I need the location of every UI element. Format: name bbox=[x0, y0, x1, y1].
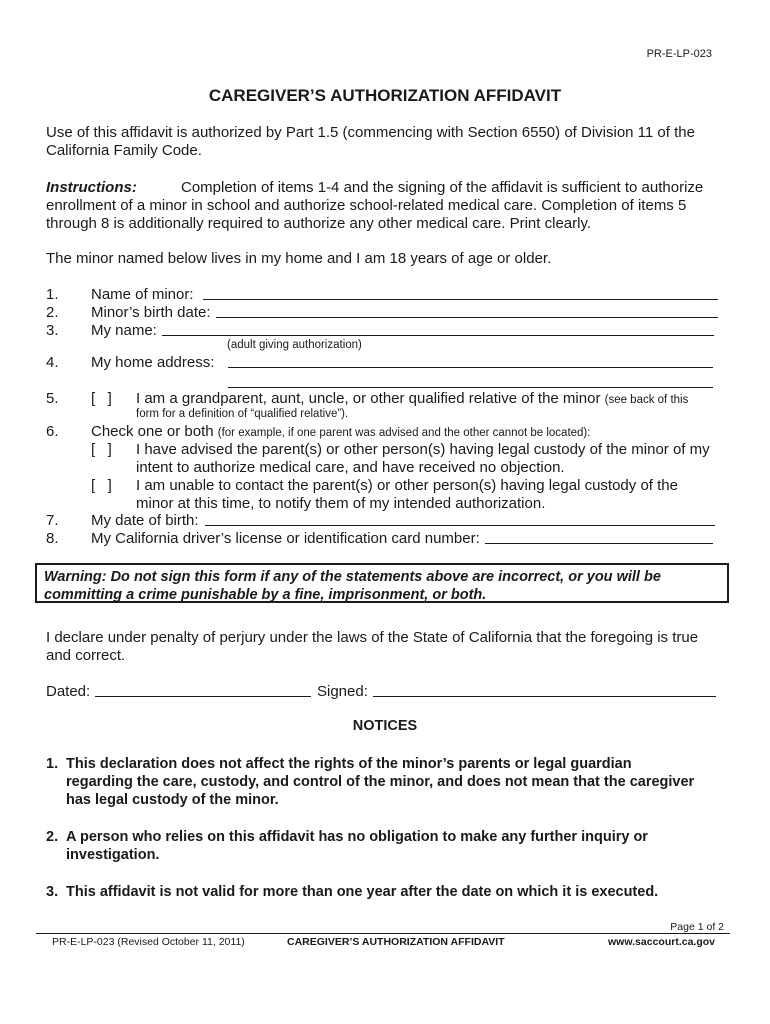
notices-heading: NOTICES bbox=[352, 718, 418, 734]
warning-line-2: committing a crime punishable by a fine, imprisonment, or both. bbox=[44, 587, 487, 603]
item-6b-line-1: I am unable to contact the parent(s) or other person(s) having legal custody of the bbox=[136, 477, 678, 494]
license-number-field[interactable] bbox=[485, 529, 713, 544]
form-id: PR-E-LP-023 bbox=[646, 48, 712, 60]
dated-label: Dated: bbox=[46, 683, 91, 700]
item-4-label: My home address: bbox=[91, 354, 215, 371]
minor-birth-date-field[interactable] bbox=[216, 303, 718, 318]
item-6-label: Check one or both (for example, if one parent was advised and the other cannot be located): bbox=[91, 423, 591, 440]
dated-field[interactable] bbox=[95, 682, 311, 697]
item-6-number: 6. bbox=[46, 423, 59, 440]
footer-divider bbox=[36, 933, 730, 934]
item-5-label: I am a grandparent, aunt, uncle, or other qualified relative of the minor (see back of this bbox=[136, 390, 689, 407]
item-6b-checkbox[interactable]: [ ] bbox=[91, 477, 112, 494]
footer-website-link[interactable]: www.saccourt.ca.gov bbox=[608, 936, 715, 948]
item-6a-line-1: I have advised the parent(s) or other person(s) having legal custody of the minor of my bbox=[136, 441, 710, 458]
item-7-number: 7. bbox=[46, 512, 59, 529]
home-address-field-line-1[interactable] bbox=[228, 353, 713, 368]
warning-box bbox=[35, 563, 729, 603]
intro-line-1: Use of this affidavit is authorized by Part 1.5 (commencing with Section 6550) of Division 11 of the bbox=[46, 124, 695, 141]
notice-1-line-3: has legal custody of the minor. bbox=[66, 792, 279, 808]
item-5-label-line-2: form for a definition of “qualified relative”). bbox=[136, 408, 349, 420]
declaration-line-1: I declare under penalty of perjury under the laws of the State of California that the foregoing is true bbox=[46, 629, 699, 646]
signed-label: Signed: bbox=[317, 683, 368, 700]
item-3-number: 3. bbox=[46, 322, 59, 339]
item-8-number: 8. bbox=[46, 530, 59, 547]
notice-1-line-2: regarding the care, custody, and control of the minor, and does not mean that the caregiver bbox=[66, 774, 695, 790]
declaration-line-2: and correct. bbox=[46, 647, 126, 664]
item-5-number: 5. bbox=[46, 390, 59, 407]
notice-2-line-2: investigation. bbox=[66, 847, 160, 863]
item-6b-line-2: minor at this time, to notify them of my intended authorization. bbox=[136, 495, 546, 512]
notice-2-line-1: A person who relies on this affidavit has no obligation to make any further inquiry or bbox=[66, 829, 648, 845]
notice-3-number: 3. bbox=[46, 884, 59, 900]
footer-title: CAREGIVER’S AUTHORIZATION AFFIDAVIT bbox=[287, 936, 505, 948]
page-title: CAREGIVER’S AUTHORIZATION AFFIDAVIT bbox=[208, 86, 562, 105]
residence-statement: The minor named below lives in my home and I am 18 years of age or older. bbox=[46, 250, 552, 267]
item-1-number: 1. bbox=[46, 286, 59, 303]
item-2-label: Minor’s birth date: bbox=[91, 304, 211, 321]
notice-1-line-1: This declaration does not affect the rights of the minor’s parents or legal guardian bbox=[66, 756, 632, 772]
warning-line-1: Warning: Do not sign this form if any of the statements above are incorrect, or you will be bbox=[44, 569, 661, 585]
item-4-number: 4. bbox=[46, 354, 59, 371]
item-3-note: (adult giving authorization) bbox=[227, 339, 362, 351]
notice-2-number: 2. bbox=[46, 829, 59, 845]
warning-text bbox=[44, 568, 661, 604]
item-3-label: My name: bbox=[91, 322, 157, 339]
item-5-checkbox[interactable]: [ ] bbox=[91, 390, 112, 407]
item-1-label: Name of minor: bbox=[91, 286, 194, 303]
item-7-label: My date of birth: bbox=[91, 512, 199, 529]
item-2-number: 2. bbox=[46, 304, 59, 321]
page-number: Page 1 of 2 bbox=[670, 921, 724, 933]
instructions-line-3: through 8 is additionally required to authorize any other medical care. Print clearly. bbox=[46, 215, 592, 232]
notice-3-line-1: This affidavit is not valid for more than one year after the date on which it is executed. bbox=[66, 884, 659, 900]
item-6a-checkbox[interactable]: [ ] bbox=[91, 441, 112, 458]
instructions-label: Instructions: bbox=[46, 179, 137, 196]
intro-line-2: California Family Code. bbox=[46, 142, 202, 159]
caregiver-birth-date-field[interactable] bbox=[205, 511, 715, 526]
item-6a-line-2: intent to authorize medical care, and have received no objection. bbox=[136, 459, 565, 476]
minor-name-field[interactable] bbox=[203, 285, 718, 300]
caregiver-name-field[interactable] bbox=[162, 321, 714, 336]
instructions-line-1: Completion of items 1-4 and the signing of the affidavit is sufficient to authorize bbox=[181, 179, 704, 196]
instructions-line-2: enrollment of a minor in school and authorize school-related medical care. Completion of items 5 bbox=[46, 197, 687, 214]
home-address-field-line-2[interactable] bbox=[228, 373, 713, 388]
item-8-label: My California driver’s license or identification card number: bbox=[91, 530, 480, 547]
signature-field[interactable] bbox=[373, 682, 716, 697]
notice-1-number: 1. bbox=[46, 756, 59, 772]
footer-revision: PR-E-LP-023 (Revised October 11, 2011) bbox=[52, 936, 245, 948]
